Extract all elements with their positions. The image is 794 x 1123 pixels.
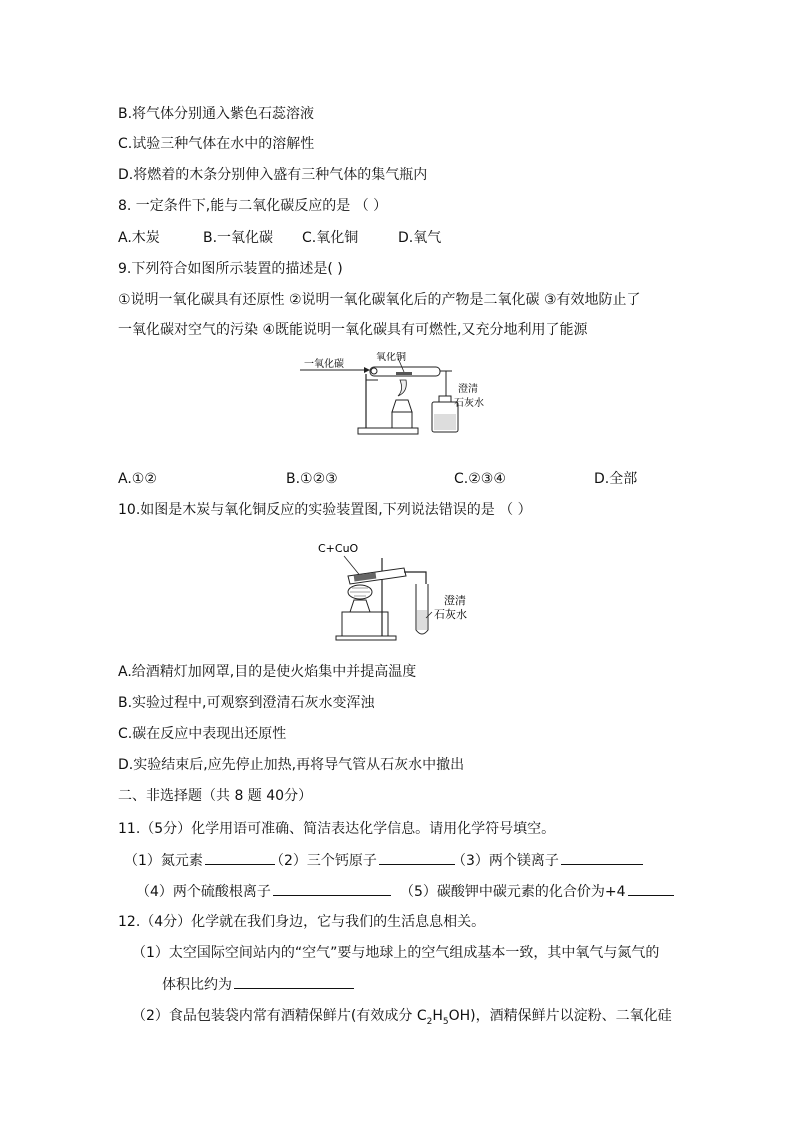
q12-part-2-line <box>132 1006 672 1032</box>
q12-part-1-label: 体积比约为 <box>162 977 232 993</box>
q10-label-limewater-1: 澄清 <box>444 594 466 607</box>
q8-stem: 8. 一定条件下,能与二氧化碳反应的是 （ ） <box>118 198 388 214</box>
q10-label-limewater-2: 石灰水 <box>434 608 467 621</box>
q11-part-3 <box>452 850 645 871</box>
q11-part-4 <box>136 881 393 902</box>
q7-option-c: C.试验三种气体在水中的溶解性 <box>118 136 315 152</box>
q9-option-b: B.①②③ <box>286 471 338 487</box>
q9-statements-line2: 一氧化碳对空气的污染 ④既能说明一氧化碳具有可燃性,又充分地利用了能源 <box>118 322 588 338</box>
q8-option-a: A.木炭 <box>118 230 160 246</box>
q11-blank-1[interactable] <box>205 850 275 865</box>
q11-blank-4[interactable] <box>273 881 391 896</box>
q12-blank-1[interactable] <box>234 974 354 989</box>
q10-option-c: C.碳在反应中表现出还原性 <box>118 726 287 742</box>
q10-apparatus-figure <box>316 538 486 648</box>
q9-option-d: D.全部 <box>594 471 638 487</box>
q12-part-2-text-b: H <box>432 1008 443 1024</box>
q10-stem: 10.如图是木炭与氧化铜反应的实验装置图,下列说法错误的是 （ ） <box>118 502 532 518</box>
q11-blank-5[interactable] <box>628 881 674 896</box>
q9-statements-line1: ①说明一氧化碳具有还原性 ②说明一氧化碳氧化后的产物是二氧化碳 ③有效地防止了 <box>118 292 641 308</box>
q9-label-limewater-1: 澄清 <box>458 384 478 395</box>
q9-label-cuo: 氧化铜 <box>376 352 406 363</box>
q9-option-a: A.①② <box>118 471 157 487</box>
q11-part-1 <box>124 850 277 871</box>
q11-part-3-label: （3）两个镁离子 <box>452 853 559 869</box>
q12-stem: 12.（4分）化学就在我们身边，它与我们的生活息息相关。 <box>118 914 486 930</box>
q12-part-2-text-a: （2）食品包装袋内常有酒精保鲜片(有效成分 C <box>132 1008 427 1024</box>
q11-part-5-label: （5）碳酸钾中碳元素的化合价为+4 <box>400 884 626 900</box>
section2-heading: 二、非选择题（共 8 题 40分） <box>118 788 313 804</box>
q9-label-co: 一氧化碳 <box>304 359 344 370</box>
q12-formula-sub-2: 5 <box>442 1016 449 1027</box>
q11-part-4-label: （4）两个硫酸根离子 <box>136 884 271 900</box>
q8-option-d: D.氧气 <box>398 230 442 246</box>
q12-formula-sub-1: 2 <box>426 1016 433 1027</box>
q11-blank-2[interactable] <box>379 850 455 865</box>
q12-part-1-line2 <box>162 974 356 995</box>
q9-option-c: C.②③④ <box>454 471 506 487</box>
q9-apparatus-figure <box>296 352 496 442</box>
q11-part-5 <box>400 881 676 902</box>
q9-stem: 9.下列符合如图所示装置的描述是( ) <box>118 261 343 277</box>
q11-part-1-label: （1）氮元素 <box>124 853 203 869</box>
q10-option-b: B.实验过程中,可观察到澄清石灰水变浑浊 <box>118 695 375 711</box>
q11-blank-3[interactable] <box>561 850 643 865</box>
q8-option-b: B.一氧化碳 <box>203 230 274 246</box>
q9-label-limewater-2: 石灰水 <box>454 398 484 409</box>
q11-part-2 <box>270 850 457 871</box>
q10-option-d: D.实验结束后,应先停止加热,再将导气管从石灰水中撤出 <box>118 757 465 773</box>
q8-option-c: C.氧化铜 <box>302 230 359 246</box>
q11-stem: 11.（5分）化学用语可准确、简洁表达化学信息。请用化学符号填空。 <box>118 821 556 837</box>
q12-part-1-line1: （1）太空国际空间站内的“空气”要与地球上的空气组成基本一致，其中氧气与氮气的 <box>132 945 660 961</box>
q7-option-b: B.将气体分别通入紫色石蕊溶液 <box>118 106 315 122</box>
q12-part-2-text-c: OH)，酒精保鲜片以淀粉、二氧化硅 <box>448 1008 672 1024</box>
q7-option-d: D.将燃着的木条分别伸入盛有三种气体的集气瓶内 <box>118 167 428 183</box>
q10-option-a: A.给酒精灯加网罩,目的是使火焰集中并提高温度 <box>118 664 417 680</box>
q11-part-2-label: （2）三个钙原子 <box>270 853 377 869</box>
q10-label-reactants: C+CuO <box>318 542 359 555</box>
